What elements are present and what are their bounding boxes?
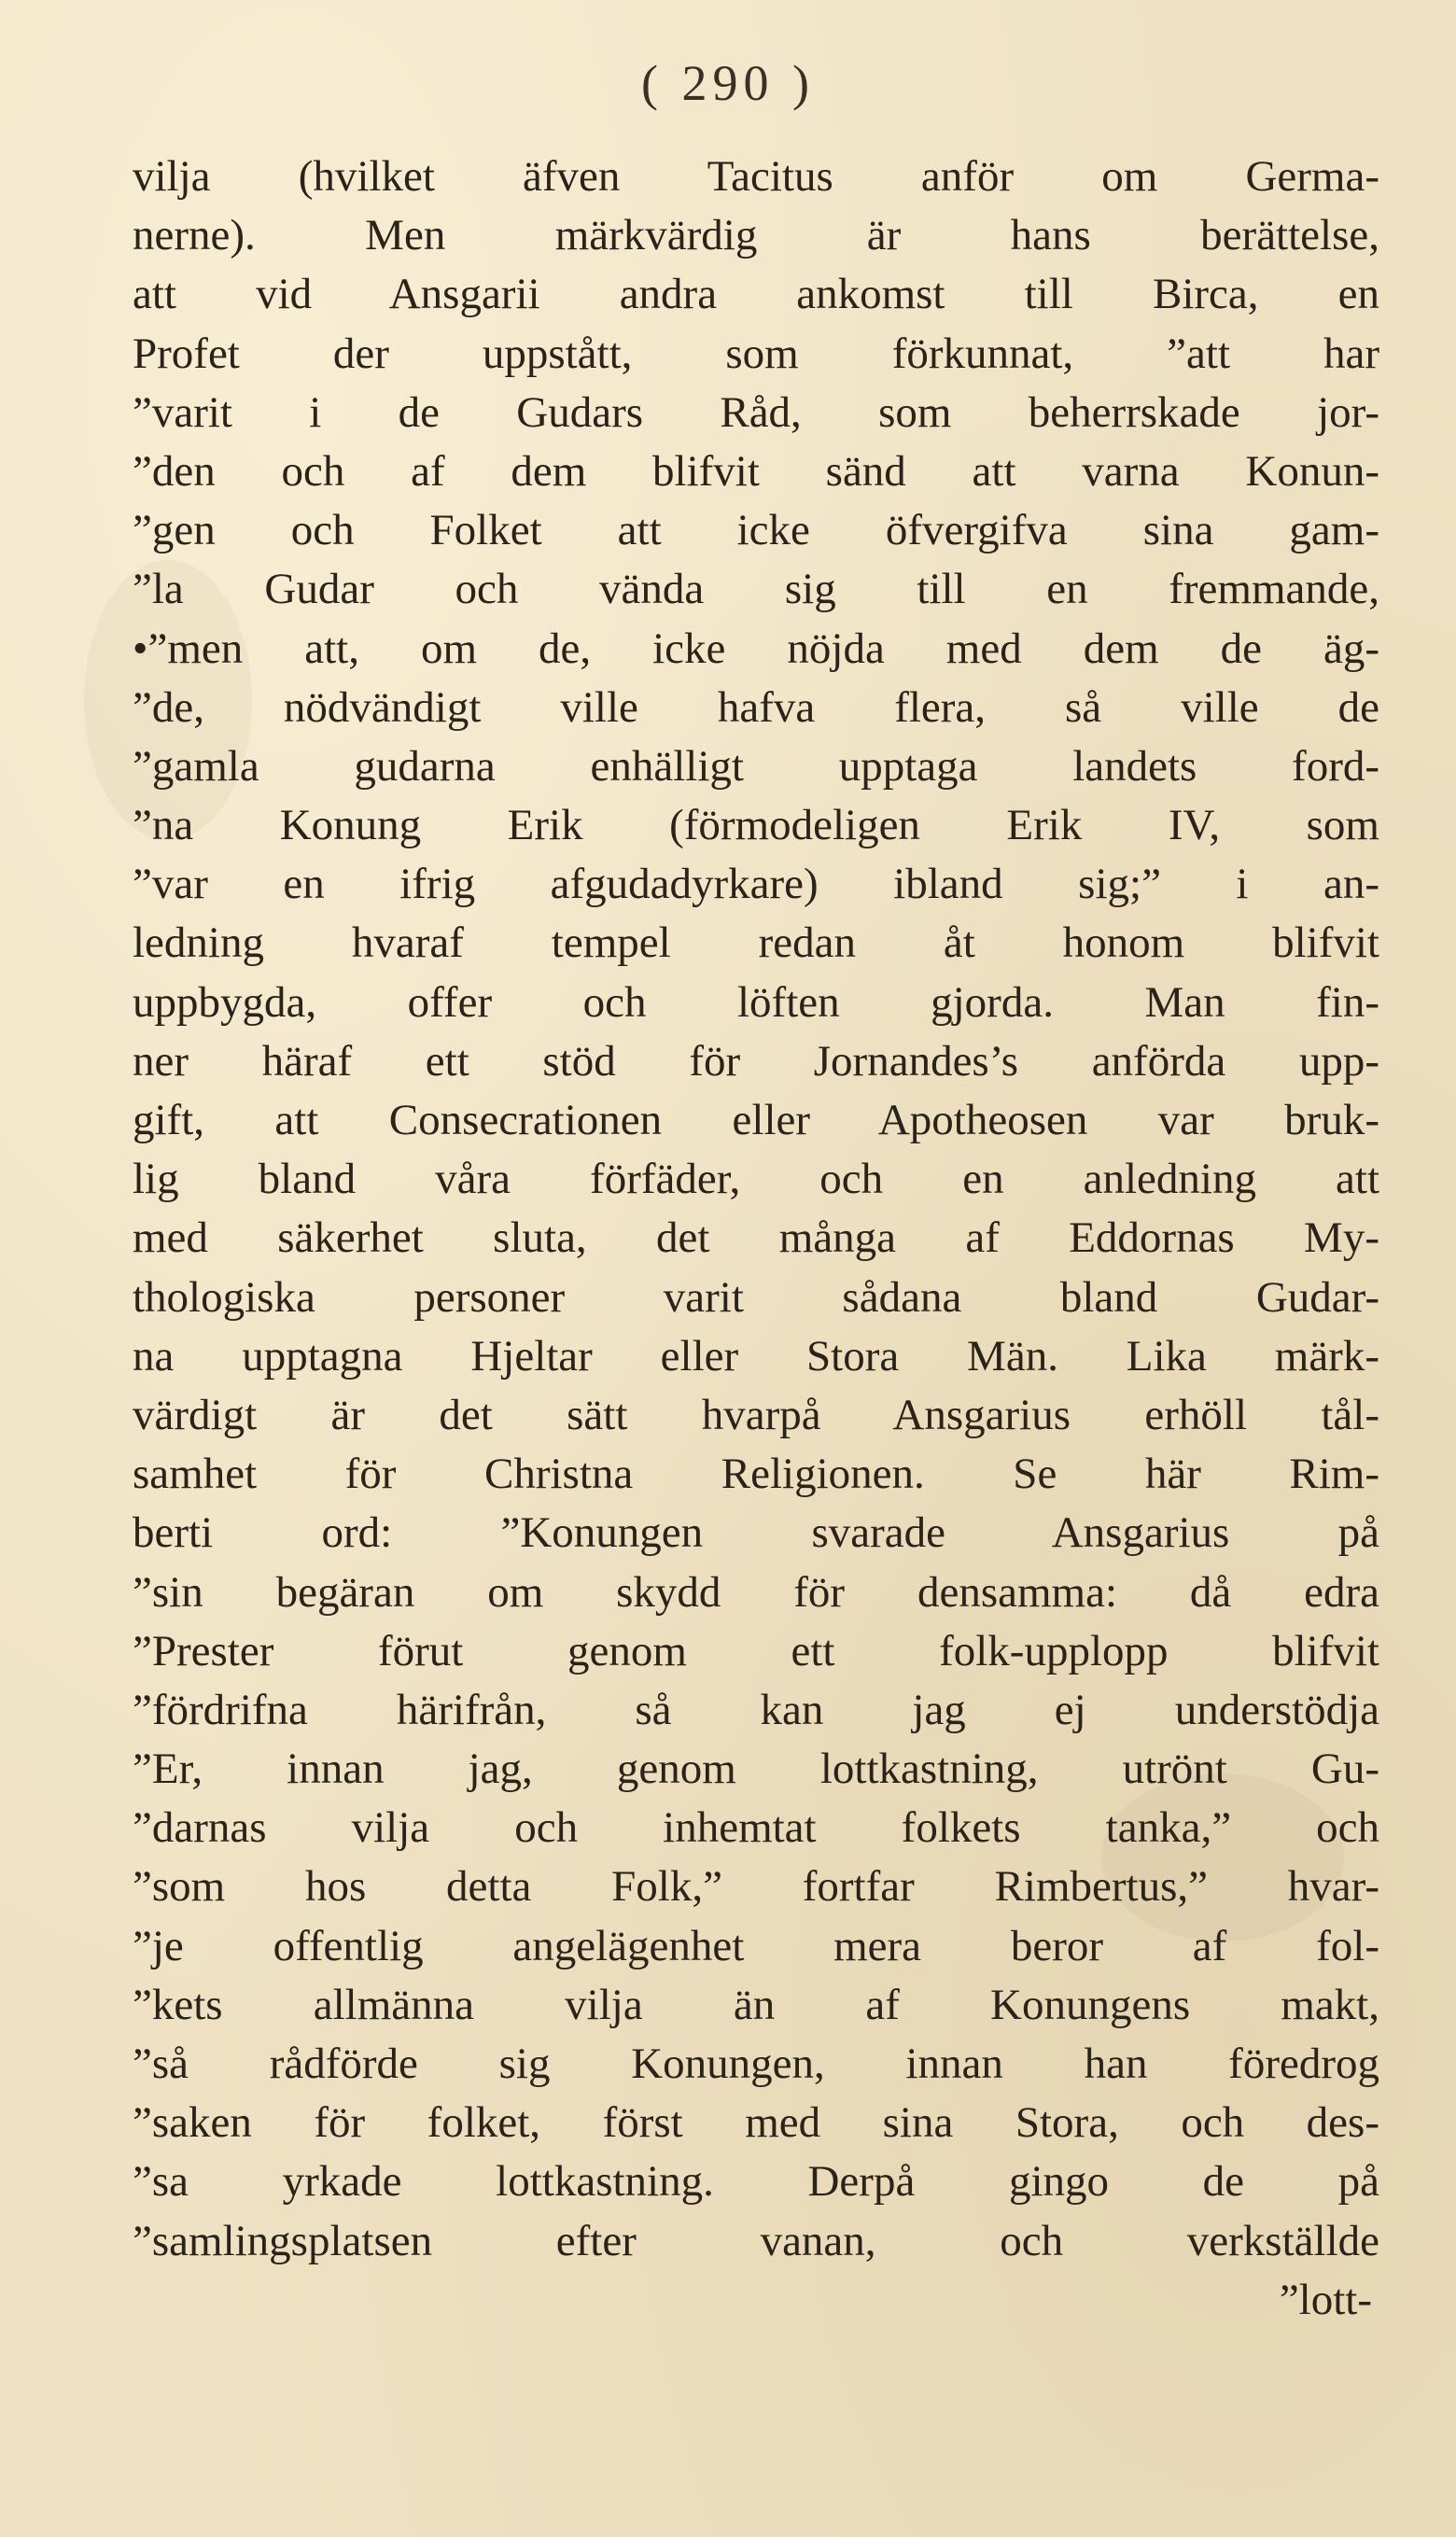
text-line: ”saken för folket, först med sina Stora, och des- bbox=[133, 2098, 1379, 2148]
text-line: thologiska personer varit sådana bland Gudar- bbox=[133, 1272, 1379, 1322]
catchword: ”lott- bbox=[1279, 2275, 1372, 2324]
text-line: Profet der uppstått, som förkunnat, ”att har bbox=[133, 329, 1379, 378]
text-line: ”kets allmänna vilja än af Konungens makt, bbox=[133, 1980, 1379, 2029]
text-line: lig bland våra förfäder, och en anledning att bbox=[133, 1155, 1379, 1204]
text-line: vilja (hvilket äfven Tacitus anför om Germa- bbox=[133, 152, 1379, 201]
text-line: ”de, nödvändigt ville hafva flera, så ville de bbox=[133, 682, 1379, 732]
text-line: nerne). Men märkvärdig är hans berättelse, bbox=[133, 211, 1379, 260]
text-line: ”så rådförde sig Konungen, innan han föredrog bbox=[133, 2039, 1379, 2088]
text-line: ”la Gudar och vända sig till en fremmande, bbox=[133, 565, 1379, 614]
text-line: gift, att Consecrationen eller Apotheosen var bruk- bbox=[133, 1096, 1379, 1144]
text-line: ”samlingsplatsen efter vanan, och verkställde bbox=[133, 2216, 1379, 2265]
text-line: ”den och af dem blifvit sänd att varna Konun- bbox=[133, 446, 1379, 496]
text-line: ”som hos detta Folk,” fortfar Rimbertus,” hvar- bbox=[133, 1862, 1379, 1912]
text-line: ”je offentlig angelägenhet mera beror af fol- bbox=[133, 1921, 1379, 1970]
text-line: samhet för Christna Religionen. Se här Rim- bbox=[133, 1450, 1379, 1499]
text-line: ”darnas vilja och inhemtat folkets tanka,” och bbox=[133, 1803, 1379, 1853]
text-line: med säkerhet sluta, det många af Eddornas My- bbox=[133, 1213, 1379, 1263]
text-line: ”Er, innan jag, genom lottkastning, utrönt Gu- bbox=[133, 1745, 1379, 1794]
text-line: ”sa yrkade lottkastning. Derpå gingo de på bbox=[133, 2157, 1379, 2207]
text-line: ledning hvaraf tempel redan åt honom blifvit bbox=[133, 918, 1379, 968]
text-line: ”gen och Folket att icke öfvergifva sina gam- bbox=[133, 506, 1379, 555]
text-line: ”gamla gudarna enhälligt upptaga landets ford- bbox=[133, 741, 1379, 791]
text-line: uppbygda, offer och löften gjorda. Man fin- bbox=[133, 977, 1379, 1027]
text-line: ”fördrifna härifrån, så kan jag ej understödja bbox=[133, 1685, 1379, 1734]
text-line: •”men att, om de, icke nöjda med dem de äg- bbox=[133, 624, 1379, 673]
text-line: ”var en ifrig afgudadyrkare) ibland sig;” i an- bbox=[133, 860, 1379, 909]
text-line: na upptagna Hjeltar eller Stora Män. Lika märk- bbox=[133, 1331, 1379, 1381]
body-text bbox=[133, 147, 1379, 2330]
text-line: ner häraf ett stöd för Jornandes’s anförda upp- bbox=[133, 1036, 1379, 1086]
text-line: ”na Konung Erik (förmodeligen Erik IV, som bbox=[133, 801, 1379, 850]
text-line: berti ord: ”Konungen svarade Ansgarius på bbox=[133, 1508, 1379, 1558]
text-line: värdigt är det sätt hvarpå Ansgarius erhöll tål- bbox=[133, 1390, 1379, 1439]
text-line: att vid Ansgarii andra ankomst till Birca, en bbox=[133, 270, 1379, 319]
page-number: ( 290 ) bbox=[641, 55, 815, 111]
text-line: ”Prester förut genom ett folk-upplopp blifvit bbox=[133, 1626, 1379, 1675]
text-line: ”varit i de Gudars Råd, som beherrskade jor- bbox=[133, 387, 1379, 437]
text-line: ”sin begäran om skydd för densamma: då edra bbox=[133, 1567, 1379, 1617]
